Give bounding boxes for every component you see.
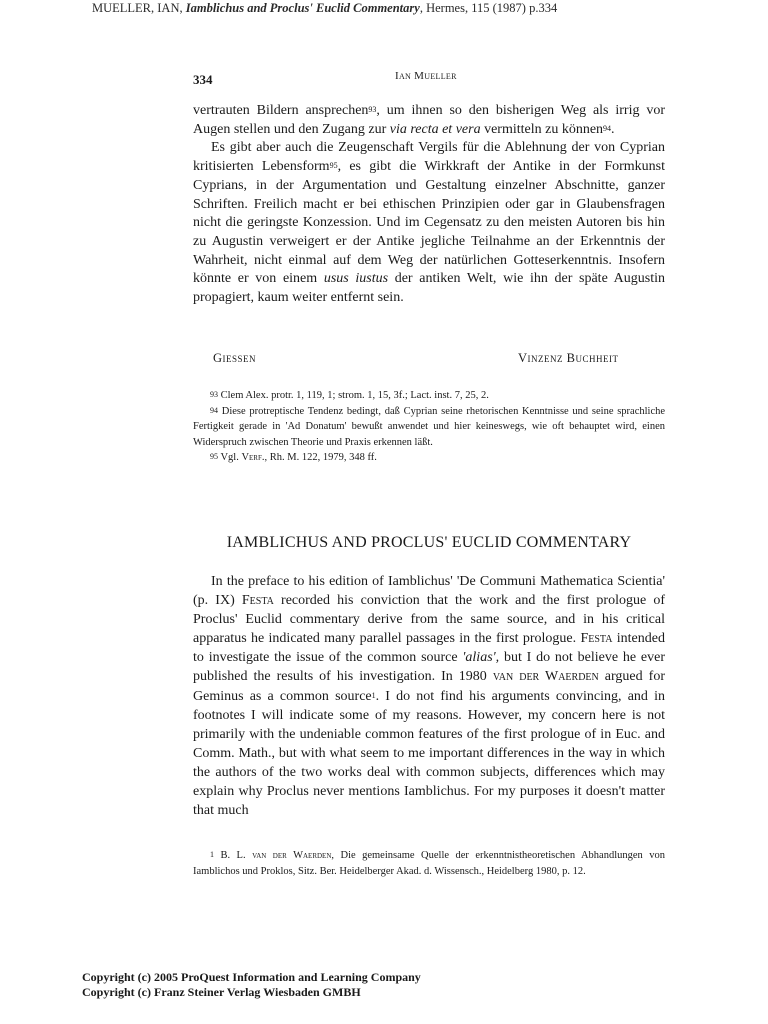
citation-author: MUELLER, IAN, <box>92 1 183 15</box>
article-text <box>193 572 665 820</box>
citation-title: Iamblichus and Proclus' Euclid Commentary <box>185 1 420 15</box>
article-title: IAMBLICHUS AND PROCLUS' EUCLID COMMENTARY <box>226 534 632 551</box>
footnote-ref-94[interactable]: 94 <box>603 123 612 133</box>
signature-author: Vinzenz Buchheit <box>518 351 619 365</box>
footnote-95: $^{95}$ Vgl. Verf., Rh. M. 122, 1979, 348 ff. <box>210 452 377 463</box>
citation-bar <box>0 0 768 22</box>
footnote-94: $^{94}$ Diese protreptische Tendenz bedingt, daß Cyprian seine rhetorischen Kenntnisse und seine sprachliche Fertigkeit gerade in 'Ad Donatum' bewußt anwendet und hier keineswegs, wie oft behauptet wird, einen Widerspruch zwischen Theorie und Praxis erkennen läßt. <box>193 405 666 448</box>
footnote-ref-1[interactable]: 1 <box>371 690 376 700</box>
footnote-english <box>193 848 665 880</box>
copyright-line-1: Copyright (c) 2005 ProQuest Information and Learning Company <box>82 970 421 984</box>
article-paragraph-1: In the preface to his edition of Iamblichus' 'De Communi Mathematica Scientia' (p. IX) Festa recorded his conviction that the work and the first prologue of Proclus' Euclid commentary derive from the same source, and in his critical apparatus he indicated many parallel passages in the first prologue. Festa intended to investigate the issue of the common source 'alias', but I do not believe he ever published the results of his investigation. In 1980 van der Waerden argued for Geminus as a common source$^1$. I do not find his arguments convincing, and in footnotes I will indicate some of my reasons. However, my concern here is not primarily with the undeniable common features of the first prologue of in Euc. and Comm. Math., but with what seem to me important differences in the way in which the authors of the two works deal with common subjects, differences which may explain why Proclus never mentions Iamblichus. For my purposes it doesn't matter that much <box>193 574 665 819</box>
footnote-ref-95[interactable]: 95 <box>329 161 338 171</box>
citation-source: , Hermes, 115 (1987) p.334 <box>419 1 558 15</box>
footnote-ref-93[interactable]: 93 <box>368 105 377 114</box>
german-text <box>193 102 665 308</box>
citation-line <box>92 1 557 16</box>
german-paragraph-1: vertrauten Bildern ansprechen$^{93}$, um ihnen so den bisherigen Weg als irrig vor Augen stellen und den Zugang zur via recta et vera vermitteln zu können$^{94}$. <box>193 103 665 137</box>
footnote-1: $^1$ B. L. van der Waerden, Die gemeinsame Quelle der erkenntnistheoretischen Abhandlungen von Iamblichos und Proklos, Sitz. Ber. Heidelberger Akad. d. Wissensch., Heidelberg 1980, p. 12. <box>193 850 666 877</box>
footnote-93: $^{93}$ Clem Alex. protr. 1, 119, 1; strom. 1, 15, 3f.; Lact. inst. 7, 25, 2. <box>210 390 489 401</box>
footnotes-german <box>193 388 665 466</box>
copyright-line-2: Copyright (c) Franz Steiner Verlag Wiesbaden GMBH <box>82 985 361 999</box>
signature-place: Giessen <box>213 351 257 365</box>
running-head: Ian Mueller <box>395 70 457 82</box>
german-paragraph-2: Es gibt aber auch die Zeugenschaft Vergils für die Ablehnung der von Cyprian kritisierten Lebensform$^{95}$, es gibt die Wirkkraft der Antike in der Formkunst Cyprians, in der Argumentation und Gestaltung einzelner Abschnitte, ganzer Schriften. Freilich macht er bei ethischen Prinzipien oder gar in Glaubensfragen nicht die geringste Konzession. Und im Cegensatz zu den meisten Autoren bis hin zu Augustin verweigert er der Antike jegliche Teilnahme an der Erkenntnis der Wahrheit, nicht einmal auf dem Weg der natürlichen Gotteserkenntnis. Insofern könnte er von einem usus iustus der antiken Welt, wie ihn der späte Augustin propagiert, kaum weiter entfernt sein. <box>193 140 666 306</box>
page-number: 334 <box>193 72 213 87</box>
copyright-notice <box>82 970 421 1000</box>
